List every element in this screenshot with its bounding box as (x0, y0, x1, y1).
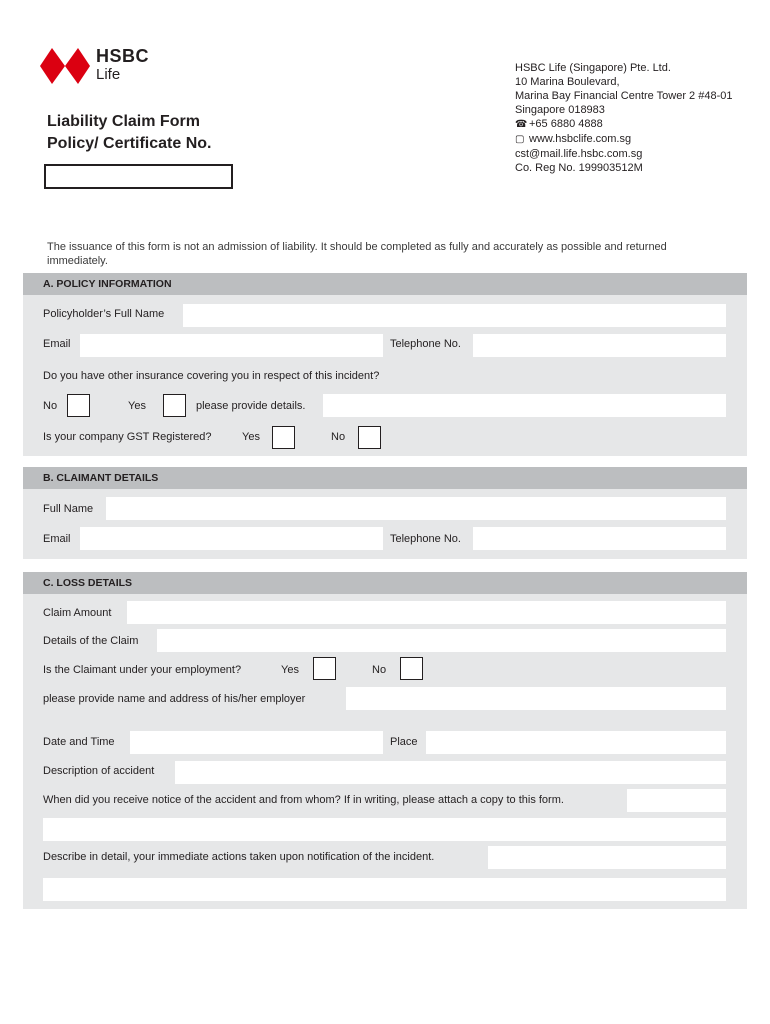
provide-details-label: please provide details. (196, 400, 306, 412)
other-insurance-yes-label: Yes (128, 400, 146, 412)
telephone-input[interactable] (473, 334, 726, 357)
gst-no-checkbox[interactable] (358, 426, 381, 449)
brand-sub: Life (96, 66, 121, 83)
gst-yes-label: Yes (242, 431, 260, 443)
company-address (515, 61, 732, 175)
employment-question: Is the Claimant under your employment? (43, 664, 242, 676)
notice-input-inline[interactable] (627, 789, 726, 812)
claimant-name-input[interactable] (106, 497, 726, 520)
date-time-label: Date and Time (43, 736, 115, 748)
other-insurance-yes-checkbox[interactable] (163, 394, 186, 417)
employment-yes-checkbox[interactable] (313, 657, 336, 680)
company-email[interactable]: cst@mail.life.hsbc.com.sg (515, 148, 643, 160)
policy-number-label: Policy/ Certificate No. (47, 135, 212, 152)
claim-details-input[interactable] (157, 629, 726, 652)
other-insurance-question: Do you have other insurance covering you in respect of this incident? (43, 370, 380, 382)
insurance-details-input[interactable] (323, 394, 726, 417)
employment-no-label: No (372, 664, 387, 676)
gst-no-label: No (331, 431, 346, 443)
place-input[interactable] (426, 731, 726, 754)
gst-question: Is your company GST Registered? (43, 431, 212, 443)
brand-name: HSBC (96, 46, 150, 66)
employment-no-checkbox[interactable] (400, 657, 423, 680)
company-name: HSBC Life (Singapore) Pte. Ltd. (515, 62, 671, 74)
hsbc-hexagon-logo (40, 48, 90, 84)
address-line-3: Singapore 018983 (515, 104, 605, 116)
other-insurance-no-label: No (43, 400, 58, 412)
form-title: Liability Claim Form (47, 113, 200, 130)
policy-number-input[interactable] (44, 164, 233, 189)
section-c-heading: C. LOSS DETAILS (23, 572, 747, 594)
section-claimant-details (23, 467, 747, 559)
claimant-telephone-label: Telephone No. (390, 533, 461, 545)
claimant-email-input[interactable] (80, 527, 383, 550)
claim-amount-input[interactable] (127, 601, 726, 624)
telephone-label: Telephone No. (390, 338, 461, 350)
claim-details-label: Details of the Claim (43, 635, 139, 647)
accident-description-input[interactable] (175, 761, 726, 784)
actions-input-inline[interactable] (488, 846, 726, 869)
employment-yes-label: Yes (281, 664, 299, 676)
claimant-name-label: Full Name (43, 503, 94, 515)
actions-question: Describe in detail, your immediate actions taken upon notification of the incident. (43, 851, 435, 863)
monitor-icon: ▢ (515, 134, 525, 145)
email-input[interactable] (80, 334, 383, 357)
claim-amount-label: Claim Amount (43, 607, 112, 619)
policyholder-input[interactable] (183, 304, 726, 327)
employer-input[interactable] (346, 687, 726, 710)
gst-yes-checkbox[interactable] (272, 426, 295, 449)
intro-text: The issuance of this form is not an admission of liability. It should be completed as fully and accurately as possible and returned immediately. (47, 241, 667, 267)
phone-icon: ☎ (515, 119, 528, 130)
section-loss-details (23, 572, 747, 909)
section-a-heading: A. POLICY INFORMATION (23, 273, 747, 295)
company-website[interactable]: www.hsbclife.com.sg (529, 133, 632, 145)
employer-label: please provide name and address of his/her employer (43, 693, 306, 705)
address-line-2: Marina Bay Financial Centre Tower 2 #48-01 (515, 90, 733, 102)
company-phone: +65 6880 4888 (529, 118, 603, 130)
section-policy-information (23, 273, 747, 456)
claimant-telephone-input[interactable] (473, 527, 726, 550)
address-line-1: 10 Marina Boulevard, (515, 76, 620, 88)
accident-description-label: Description of accident (43, 765, 155, 777)
email-label: Email (43, 338, 71, 350)
date-time-input[interactable] (130, 731, 383, 754)
claimant-email-label: Email (43, 533, 71, 545)
place-label: Place (390, 736, 418, 748)
actions-input[interactable] (43, 878, 726, 901)
company-reg-no: Co. Reg No. 199903512M (515, 162, 643, 174)
notice-question: When did you receive notice of the accident and from whom? If in writing, please attach a copy to this form. (43, 794, 564, 806)
other-insurance-no-checkbox[interactable] (67, 394, 90, 417)
policyholder-label: Policyholder’s Full Name (43, 308, 165, 320)
section-b-heading: B. CLAIMANT DETAILS (23, 467, 747, 489)
notice-input[interactable] (43, 818, 726, 841)
